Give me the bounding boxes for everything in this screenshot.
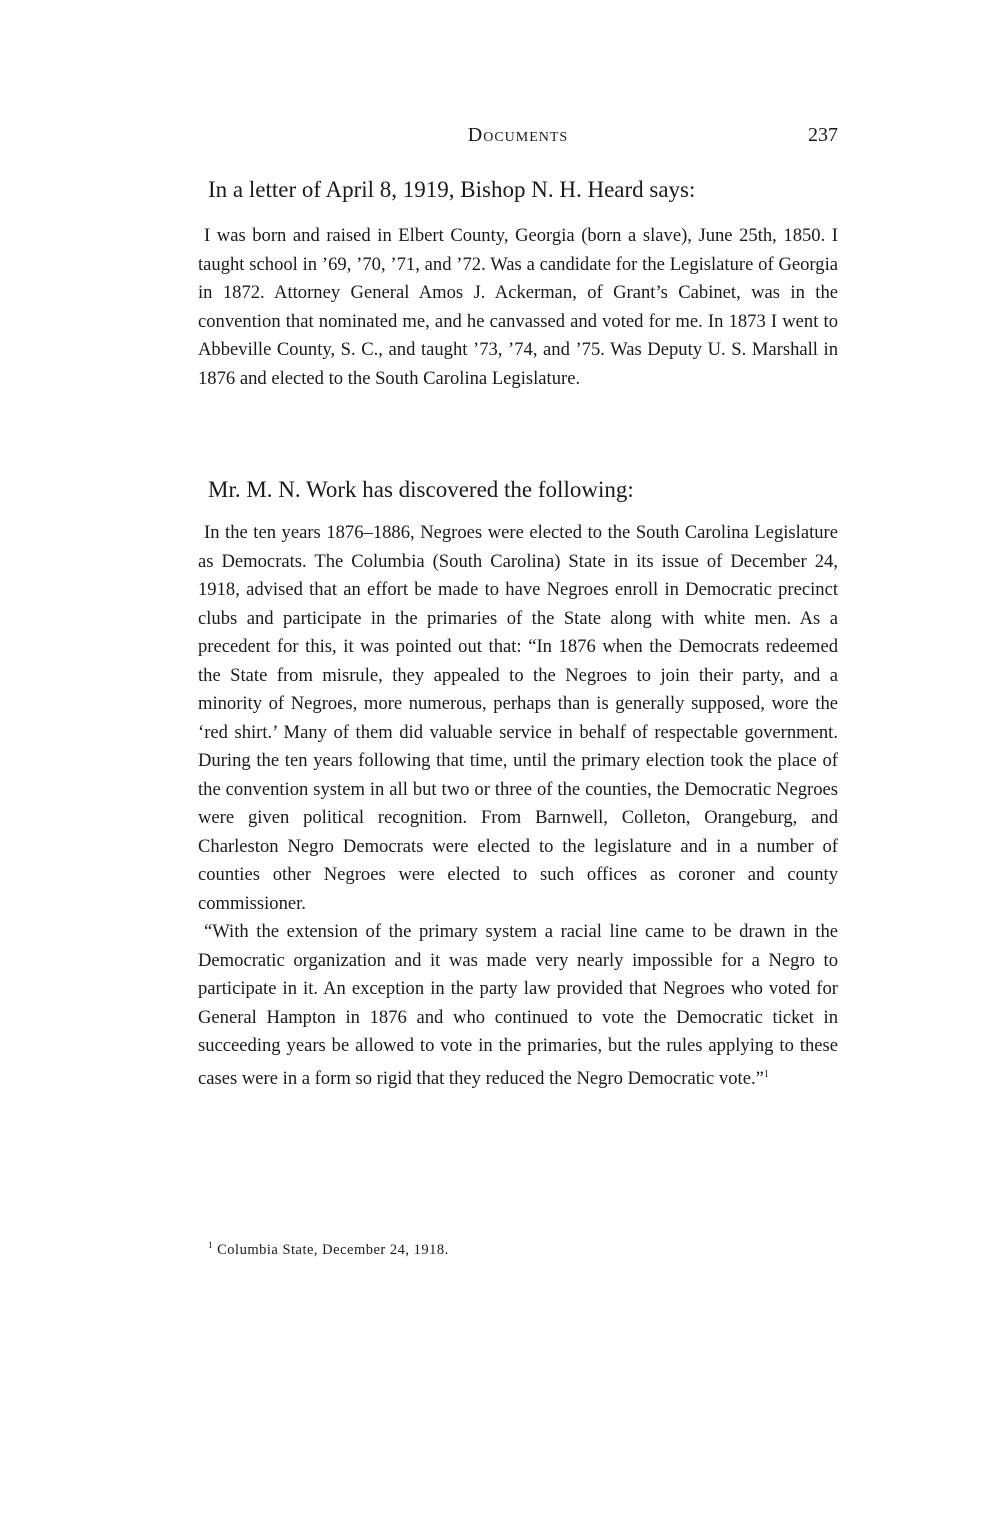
running-title: Documents: [467, 124, 569, 146]
footnote-reference: 1: [763, 1068, 769, 1080]
work-paragraph-1: In the ten years 1876–1886, Negroes were elected to the South Carolina Legislature as Democrats. The Columbia (South Carolina) State in its issue of December 24, 1918, advised that an effort be made to have Negroes enroll in Democratic precinct clubs and participate in the primaries of the State along with white men. As a precedent for this, it was pointed out that: “In 1876 when the Democrats redeemed the State from misrule, they appealed to the Negroes to join their party, and a minority of Negroes, more numerous, perhaps than is generally supposed, wore the ‘red shirt.’ Many of them did valuable service in behalf of respectable government. During the ten years following that time, until the primary election took the place of the convention system in all but two or three of the counties, the Democratic Negroes were given political recognition. From Barnwell, Colleton, Orangeburg, and Charleston Negro Democrats were elected to the legislature and in a number of counties other Negroes were elected to such offices as coroner and county commissioner.: [198, 522, 838, 914]
section2-quote: [198, 519, 838, 1093]
heard-letter-paragraph: I was born and raised in Elbert County, Georgia (born a slave), June 25th, 1850. I taught school in ’69, ’70, ’71, and ’72. Was a candidate for the Legislature of Georgia in 1872. Attorney General Amos J. Ackerman, of Grant’s Cabinet, was in the convention that nominated me, and he canvassed and voted for me. In 1873 I went to Abbeville County, S. C., and taught ’73, ’74, and ’75. Was Deputy U. S. Marshall in 1876 and elected to the South Carolina Legislature.: [198, 225, 838, 389]
section2-intro: Mr. M. N. Work has discovered the following:: [208, 477, 634, 502]
page-number: 237: [808, 124, 838, 146]
footnote: [208, 1240, 449, 1259]
section1-quote: [198, 222, 838, 393]
section1-intro: In a letter of April 8, 1919, Bishop N. H. Heard says:: [208, 177, 696, 202]
footnote-text: Columbia State, December 24, 1918.: [217, 1241, 449, 1258]
running-head: [198, 124, 838, 154]
footnote-marker: 1: [208, 1240, 213, 1250]
work-paragraph-2: [198, 918, 838, 1093]
work-paragraph-2-text: “With the extension of the primary system a racial line came to be drawn in the Democratic organization and it was made very nearly impossible for a Negro to participate in it. An exception in the party law provided that Negroes who voted for General Hampton in 1876 and who continued to vote the Democratic ticket in succeeding years be allowed to vote in the primaries, but the rules applying to these cases were in a form so rigid that they reduced the Negro Democratic vote.”: [198, 921, 838, 1089]
